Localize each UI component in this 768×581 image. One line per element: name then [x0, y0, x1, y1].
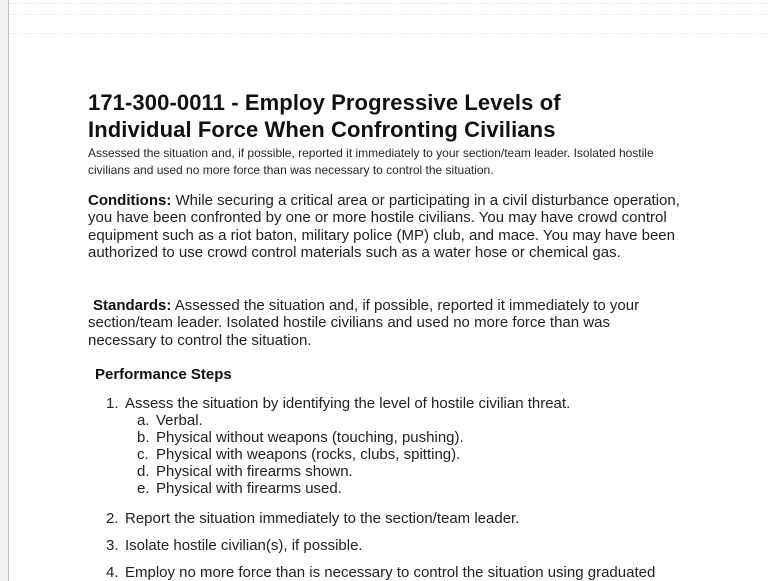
conditions-label: Conditions:	[88, 192, 172, 209]
substep-letter: d.	[137, 463, 150, 480]
performance-step	[88, 395, 682, 412]
step-number: 2.	[106, 510, 119, 527]
performance-substep	[88, 412, 682, 429]
task-title-line-1: 171-300-0011 - Employ Progressive Levels of	[88, 90, 561, 115]
step-number: 4.	[106, 564, 119, 581]
document-page	[88, 0, 682, 581]
step-number: 1.	[106, 395, 119, 412]
substep-text: Physical with firearms shown.	[156, 463, 353, 480]
substep-letter: b.	[137, 429, 150, 446]
performance-step	[88, 510, 682, 527]
substep-text: Physical with firearms used.	[156, 480, 342, 497]
performance-substep	[88, 429, 682, 446]
substep-text: Verbal.	[156, 412, 203, 429]
task-title	[88, 89, 682, 143]
task-summary: Assessed the situation and, if possible, reported it immediately to your section/team leader. Isolated hostile civilians and used no more force than was necessary to control the situation.	[88, 146, 654, 177]
standards-text: Assessed the situation and, if possible, reported it immediately to your section/team leader. Isolated hostile civilians and used no more force than was necessary to control the situation.	[88, 297, 640, 349]
performance-steps-heading: Performance Steps	[95, 366, 232, 383]
page-margin-edge	[0, 0, 9, 581]
substep-text: Physical without weapons (touching, pushing).	[156, 429, 464, 446]
step-text: Isolate hostile civilian(s), if possible.	[125, 537, 363, 554]
conditions-paragraph	[88, 192, 682, 262]
standards-label: Standards:	[93, 297, 172, 314]
step-text: Assess the situation by identifying the level of hostile civilian threat.	[125, 395, 571, 412]
standards-paragraph	[88, 297, 682, 349]
performance-substep	[88, 463, 682, 480]
step-text: Report the situation immediately to the section/team leader.	[125, 510, 520, 527]
performance-step	[88, 564, 682, 581]
substep-text: Physical with weapons (rocks, clubs, spitting).	[156, 446, 461, 463]
step-number: 3.	[106, 537, 119, 554]
substep-letter: c.	[137, 446, 149, 463]
performance-substep	[88, 446, 682, 463]
task-title-line-2: Individual Force When Confronting Civilians	[88, 117, 556, 142]
substep-letter: e.	[137, 480, 150, 497]
substep-letter: a.	[137, 412, 150, 429]
step-text: Employ no more force than is necessary to control the situation using graduated	[125, 564, 656, 581]
performance-step	[88, 537, 682, 554]
conditions-text: While securing a critical area or participating in a civil disturbance operation, you have been confronted by one or more hostile civilians. You may have crowd control equipment such as a riot baton, military police (MP) club, and mace. You may have been authorized to use crowd control materials such as a water hose or chemical gas.	[88, 192, 680, 262]
performance-substep	[88, 480, 682, 497]
